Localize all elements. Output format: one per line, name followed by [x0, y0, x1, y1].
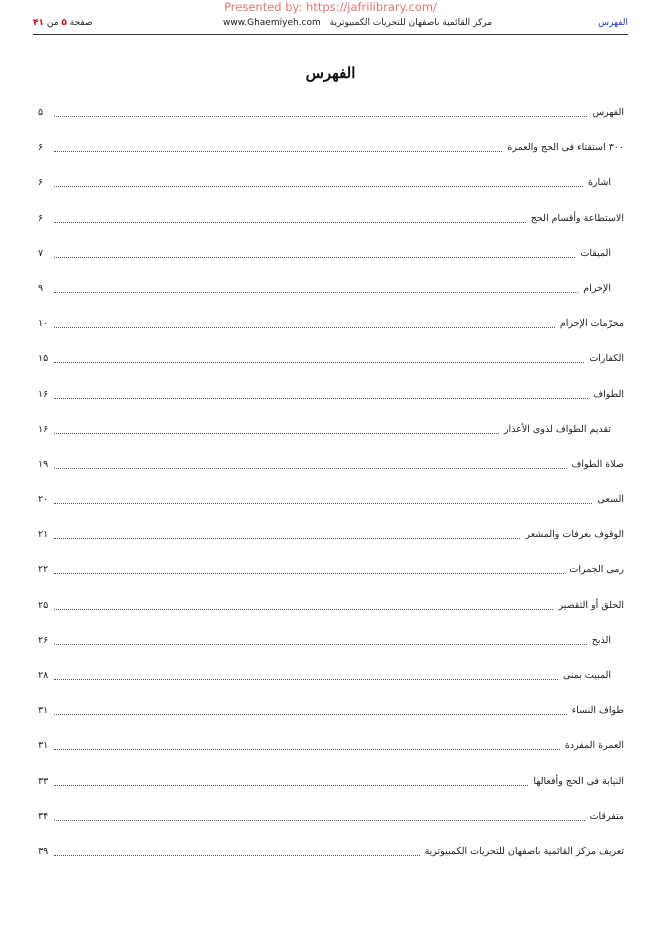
toc-entry[interactable] — [38, 563, 624, 598]
toc-dot-leader — [54, 352, 584, 363]
toc-dot-leader — [54, 423, 499, 434]
toc-dot-leader — [54, 106, 587, 117]
toc-entry-page: ۳۳ — [38, 775, 49, 787]
toc-entry[interactable] — [38, 388, 624, 423]
toc-entry-page: ۲۶ — [38, 634, 49, 646]
toc-entry-page: ۷ — [38, 247, 44, 259]
watermark: Presented by: https://jafrilibrary.com/ — [224, 0, 437, 14]
toc-entry[interactable] — [38, 212, 624, 247]
toc-entry-label[interactable]: رمی الجمرات — [569, 564, 624, 576]
toc-entry[interactable] — [38, 106, 624, 141]
toc-entry-page: ۱۶ — [38, 423, 49, 435]
toc-dot-leader — [54, 282, 578, 293]
toc-entry[interactable] — [38, 704, 624, 739]
toc-dot-leader — [54, 669, 558, 680]
toc-entry[interactable] — [38, 845, 624, 880]
toc-entry-label[interactable]: الذبح — [591, 634, 611, 646]
toc-dot-leader — [54, 141, 502, 152]
page-of: من — [46, 18, 59, 28]
toc-dot-leader — [54, 704, 567, 715]
toc-entry-page: ۶ — [38, 212, 44, 224]
toc-entry-label[interactable]: المیقات — [580, 247, 611, 259]
toc-entry[interactable] — [38, 247, 624, 282]
toc-entry-label[interactable]: ۳۰۰ استفتاء فی الحج والعمرة — [507, 142, 624, 154]
toc-entry-page: ۱۹ — [38, 458, 49, 470]
toc-dot-leader — [54, 599, 553, 610]
header-section-link[interactable]: الفهرس — [598, 18, 628, 28]
toc-entry[interactable] — [38, 176, 624, 211]
toc-entry-page: ۲۱ — [38, 529, 49, 541]
toc-dot-leader — [54, 739, 560, 750]
toc-entry[interactable] — [38, 493, 624, 528]
toc-entry-label[interactable]: الفهرس — [592, 107, 624, 118]
toc-entry[interactable] — [38, 775, 624, 810]
toc-entry[interactable] — [38, 599, 624, 634]
toc-entry-label[interactable]: متفرقات — [589, 810, 624, 822]
toc-entry-label[interactable]: صلاة الطواف — [571, 458, 624, 470]
toc-entry-page: ۲۲ — [38, 564, 49, 576]
toc-entry-label[interactable]: السعی — [597, 494, 624, 506]
toc-dot-leader — [54, 528, 520, 539]
toc-dot-leader — [54, 247, 575, 258]
toc-entry[interactable] — [38, 282, 624, 317]
header-center — [223, 18, 492, 28]
toc-dot-leader — [54, 810, 585, 821]
toc-entry-page: ۱۶ — [38, 388, 49, 400]
toc-dot-leader — [54, 176, 583, 187]
toc-entry-label[interactable]: الاستطاعة وأقسام الحج — [530, 212, 624, 224]
toc-entry-label[interactable]: العمرة المفردة — [564, 740, 624, 752]
toc-entry-label[interactable]: المبیت بمنی — [562, 670, 611, 681]
toc-dot-leader — [54, 317, 555, 328]
toc-entry-label[interactable]: طواف النساء — [571, 705, 624, 717]
toc-entry[interactable] — [38, 810, 624, 845]
toc-entry-page: ۳۹ — [38, 845, 49, 857]
toc-entry-label[interactable]: الطواف — [593, 388, 624, 400]
toc-entry-label[interactable]: الحلق أو التقصیر — [558, 599, 624, 611]
toc-dot-leader — [54, 775, 528, 786]
toc-entry-page: ۳۴ — [38, 810, 49, 822]
toc-entry-page: ۲۸ — [38, 670, 49, 681]
toc-entry-label[interactable]: تعریف مرکز القائمیة باصفهان للتحریات الکمبیوتریة — [424, 845, 624, 857]
toc-entry-label[interactable]: النیابة فی الحج وأفعالها — [533, 775, 624, 787]
toc-entry[interactable] — [38, 458, 624, 493]
toc-entry-page: ۹ — [38, 282, 44, 294]
toc-entry-label[interactable]: الإحرام — [583, 282, 611, 294]
toc-dot-leader — [54, 388, 588, 399]
toc-entry[interactable] — [38, 423, 624, 458]
header-center-name: مركز القائمية باصفهان للتحريات الكمبيوترية — [329, 18, 493, 28]
toc-entry-page: ۳۱ — [38, 740, 49, 752]
page-current: ۵ — [61, 18, 67, 28]
toc-entry[interactable] — [38, 528, 624, 563]
toc-dot-leader — [54, 563, 564, 574]
toc-entry-page: ۲۰ — [38, 494, 49, 506]
toc-entry-page: ۵ — [38, 107, 44, 118]
toc-dot-leader — [54, 493, 592, 504]
toc-entry-page: ۶ — [38, 142, 44, 154]
toc-dot-leader — [54, 458, 567, 469]
toc-dot-leader — [54, 212, 526, 223]
toc-entry[interactable] — [38, 669, 624, 704]
toc-entry-label[interactable]: اشارة — [587, 177, 611, 189]
toc-entry-page: ۱۵ — [38, 353, 49, 365]
toc-entry[interactable] — [38, 317, 624, 352]
page-word: صفحة — [69, 18, 93, 28]
toc-entry-label[interactable]: الوقوف بعرفات والمشعر — [525, 529, 624, 541]
page-title: الفهرس — [305, 64, 356, 82]
toc-entry[interactable] — [38, 739, 624, 774]
toc-dot-leader — [54, 845, 420, 856]
toc-entry[interactable] — [38, 634, 624, 669]
toc-entry-page: ۱۰ — [38, 318, 49, 330]
toc-entry[interactable] — [38, 352, 624, 387]
header-page-indicator — [33, 18, 93, 28]
header-website: www.Ghaemiyeh.com — [223, 18, 321, 28]
toc-entry-page: ۶ — [38, 177, 44, 189]
toc-entry[interactable] — [38, 141, 624, 176]
toc-entry-label[interactable]: تقدیم الطواف لذوی الأعذار — [503, 423, 611, 435]
toc-entry-label[interactable]: محرّمات الإحرام — [559, 318, 624, 330]
toc-entry-label[interactable]: الکفارات — [589, 353, 624, 365]
page-total: ۴۱ — [33, 18, 44, 28]
toc-entry-page: ۳۱ — [38, 705, 49, 717]
toc-entry-page: ۲۵ — [38, 599, 49, 611]
page-header — [33, 14, 628, 35]
table-of-contents — [38, 106, 624, 880]
toc-dot-leader — [54, 634, 587, 645]
